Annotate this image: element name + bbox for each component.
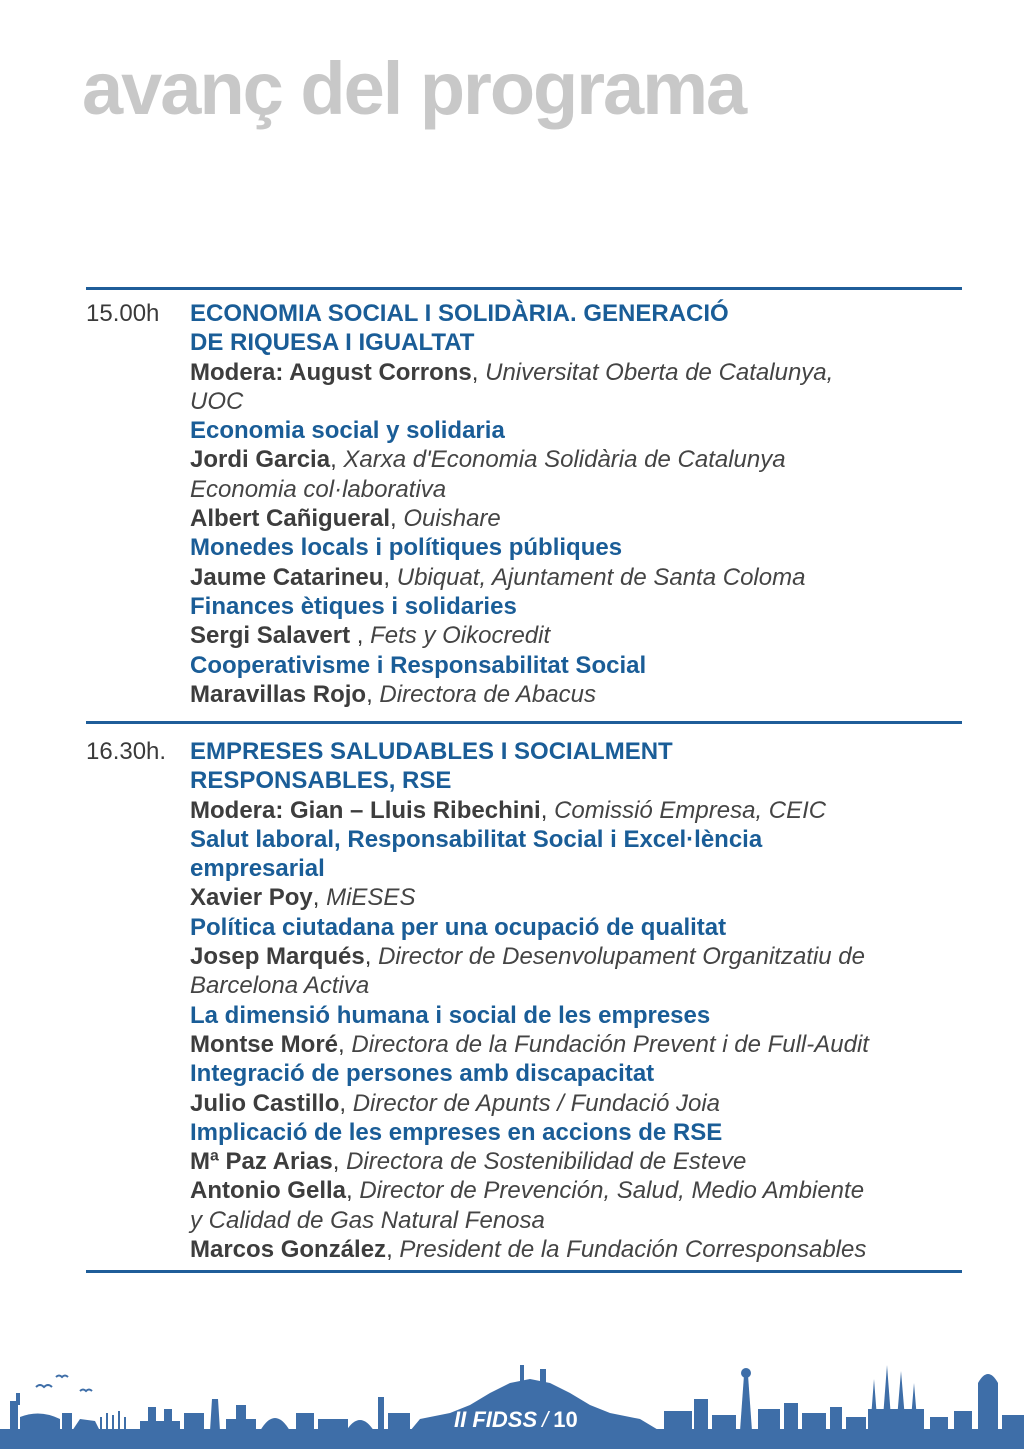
section-divider [86,287,962,290]
speaker-line [190,680,962,709]
talk-topic: La dimensió humana i social de les empreses [190,1001,711,1029]
speaker-line [190,883,962,912]
page-number: 10 [553,1407,578,1432]
speaker-affiliation: President de la Fundación Corresponsables [399,1236,867,1264]
session-title: DE RIQUESA I IGUALTAT [190,329,475,357]
moderator-affiliation: UOC [190,387,244,415]
separator: , [390,505,397,533]
speaker-line [190,942,962,971]
speaker-affiliation: Directora de Abacus [379,680,596,708]
talk-topic: Cooperativisme i Responsabilitat Social [190,651,647,679]
speaker-line [190,504,962,533]
speaker-line [190,445,962,474]
separator: , [540,796,548,824]
speaker-affiliation: Ubiquat, Ajuntament de Santa Coloma [396,563,806,591]
speaker-name: Jordi Garcia [190,446,331,474]
talk-topic: Economia social y solidaria [190,417,505,445]
separator: , [330,446,337,474]
separator: , [332,1148,340,1176]
session-title: ECONOMIA SOCIAL I SOLIDÀRIA. GENERACIÓ [190,300,729,327]
speaker-affiliation: MiESES [326,884,416,912]
separator: , [312,884,320,912]
separator: , [383,563,391,591]
speaker-name: Sergi Salavert [190,622,351,650]
session-time: 16.30h. [86,738,167,765]
talk-topic: empresarial [190,855,325,883]
speaker-name: Mª Paz Arias [190,1148,333,1176]
moderator-line [190,796,962,825]
separator: , [364,943,372,971]
speaker-line [190,1235,962,1264]
speaker-affiliation: Barcelona Activa [190,972,370,1000]
talk-topic: Monedes locals i polítiques públiques [190,534,623,562]
speaker-affiliation: Fets y Oikocredit [370,622,551,650]
footer [0,1309,1024,1449]
speaker-affiliation: Ouishare [403,505,501,533]
speaker-name: Antonio Gella [190,1177,346,1205]
speaker-line [190,1147,962,1176]
moderator-line [190,358,962,387]
session-title: EMPRESES SALUDABLES I SOCIALMENT [190,738,673,765]
speaker-affiliation: Directora de Sostenibilidad de Esteve [346,1148,747,1176]
talk-topic: Integració de persones amb discapacitat [190,1060,655,1088]
speaker-name: Maravillas Rojo [190,680,367,708]
speaker-line [190,621,962,650]
separator: , [350,622,364,650]
page-title: avanç del programa [82,47,746,130]
event-name: II FIDSS [454,1407,538,1432]
speaker-name: Montse Moré [190,1030,339,1058]
moderator-name: Modera: August Corrons [190,358,472,386]
talk-topic: Salut laboral, Responsabilitat Social i Excel·lència [190,825,763,853]
speaker-line [190,1176,962,1205]
separator: , [338,1030,345,1058]
separator: , [386,1236,393,1264]
section-divider [86,721,962,724]
speaker-name: Albert Cañigueral [190,505,391,533]
speaker-name: Josep Marqués [190,943,365,971]
session-body [190,737,962,1264]
talk-topic: Implicació de les empreses en accions de RSE [190,1118,723,1146]
speaker-name: Xavier Poy [190,884,313,912]
separator: , [366,680,373,708]
speaker-affiliation: Directora de la Fundación Prevent i de Full-Audit [351,1030,869,1058]
speaker-line [190,563,962,592]
separator: , [339,1089,347,1117]
separator: , [346,1177,353,1205]
speaker-affiliation: Xarxa d'Economia Solidària de Catalunya [343,446,786,474]
session-time: 15.00h [86,300,160,327]
session-title: RESPONSABLES, RSE [190,767,452,795]
speaker-line [190,1089,962,1118]
moderator-name: Modera: Gian – Lluis Ribechini [190,796,541,824]
speaker-line [190,1030,962,1059]
speaker-name: Marcos González [190,1236,387,1264]
separator: / [542,1407,549,1432]
speaker-name: Julio Castillo [190,1089,340,1117]
speaker-affiliation: Director de Prevención, Salud, Medio Ambiente [359,1177,865,1205]
talk-topic: Finances ètiques i solidaries [190,592,517,620]
separator: , [471,358,479,386]
speaker-affiliation: Director de Apunts / Fundació Joia [352,1089,721,1117]
moderator-affiliation: Universitat Oberta de Catalunya, [485,358,834,386]
speaker-affiliation: Director de Desenvolupament Organitzatiu de [378,943,866,971]
moderator-affiliation: Comissió Empresa, CEIC [554,796,827,824]
talk-topic-italic: Economia col·laborativa [190,475,447,503]
talk-topic: Política ciutadana per una ocupació de qualitat [190,913,727,941]
speaker-affiliation: y Calidad de Gas Natural Fenosa [190,1206,545,1234]
session-body [190,299,962,709]
speaker-name: Jaume Catarineu [190,563,384,591]
footer-page-label [454,1407,578,1433]
section-divider [86,1270,962,1273]
